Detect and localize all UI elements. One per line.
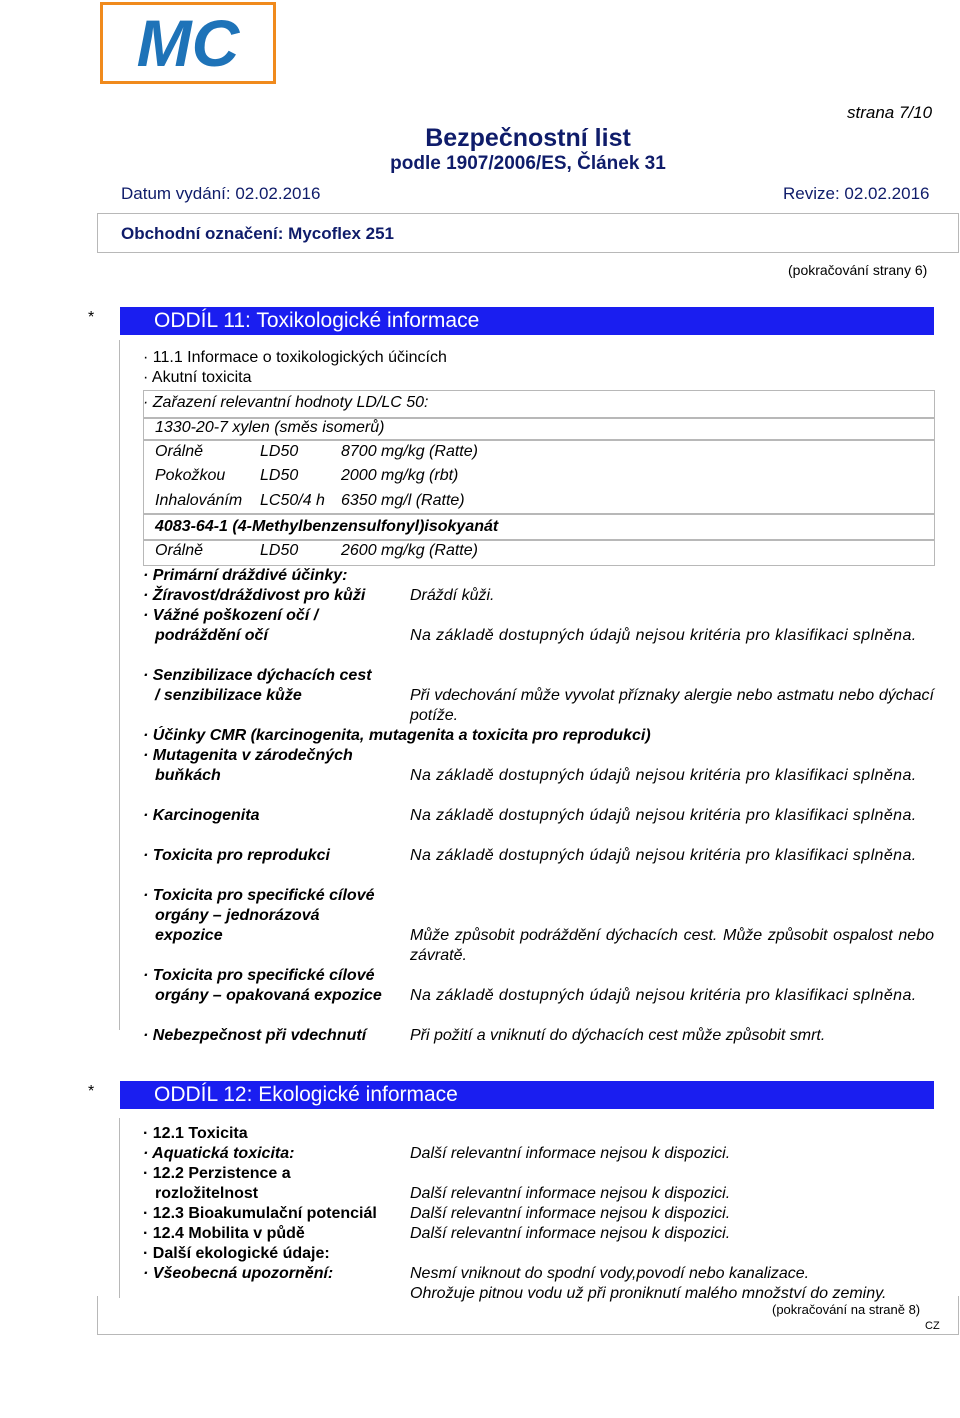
substance2-name: 4083-64-1 (4-Methylbenzensulfonyl)isokyanát — [155, 518, 499, 535]
mobility-label: · 12.4 Mobilita v půdě — [143, 1225, 305, 1242]
stot-se-label-2: orgány – jednorázová — [155, 907, 320, 924]
document-subtitle: podle 1907/2006/ES, Článek 31 — [390, 153, 666, 174]
aquatic-toxicity-label: · Aquatická toxicita: — [143, 1145, 295, 1162]
stot-re-label-2: orgány – opakovaná expozice — [155, 987, 382, 1004]
stot-se-label-3: expozice — [155, 927, 223, 944]
continued-from: (pokračování strany 6) — [788, 262, 928, 278]
document-title: Bezpečnostní list — [425, 124, 631, 152]
route-cell: Orálně — [155, 542, 204, 559]
acute-toxicity-label: · Akutní toxicita — [143, 369, 252, 386]
stot-re-label: · Toxicita pro specifické cílové — [143, 967, 375, 984]
route-cell: Orálně — [155, 443, 204, 460]
toxicity-label: · 12.1 Toxicita — [143, 1125, 248, 1142]
skin-corrosion-value: Dráždí kůži. — [410, 587, 495, 604]
mobility-value: Další relevantní informace nejsou k dispozici. — [410, 1225, 731, 1242]
value-cell: 6350 mg/l (Ratte) — [341, 492, 465, 509]
other-eco-label: · Další ekologické údaje: — [143, 1245, 330, 1262]
value-cell: 2600 mg/kg (Ratte) — [341, 542, 478, 559]
mutagenicity-label: · Mutagenita v zárodečných — [143, 747, 353, 764]
route-cell: Pokožkou — [155, 467, 226, 484]
company-logo — [100, 2, 276, 84]
revision-marker: * — [88, 309, 95, 326]
aquatic-toxicity-value: Další relevantní informace nejsou k dispozici. — [410, 1145, 731, 1162]
aspiration-value: Při požití a vniknutí do dýchacích cest může způsobit smrt. — [410, 1027, 826, 1044]
classification-label: · Zařazení relevantní hodnoty LD/LC 50: — [143, 394, 429, 411]
trade-name: Obchodní označení: Mycoflex 251 — [121, 224, 395, 243]
aspiration-label: · Nebezpečnost při vdechnutí — [143, 1027, 367, 1044]
sensitization-label-2: / senzibilizace kůže — [155, 687, 302, 704]
skin-corrosion-label: · Žíravost/dráždivost pro kůži — [143, 587, 366, 604]
carcinogenicity-value: Na základě dostupných údajů nejsou kritéria pro klasifikaci splněna. — [410, 807, 917, 824]
type-cell: LD50 — [260, 467, 299, 484]
reproduction-label: · Toxicita pro reprodukci — [143, 847, 330, 864]
stot-se-label: · Toxicita pro specifické cílové — [143, 887, 375, 904]
sensitization-value: Při vdechování může vyvolat příznaky alergie nebo astmatu nebo dýchací potíže. — [410, 687, 934, 724]
stot-se-value: Může způsobit podráždění dýchacích cest. Může způsobit ospalost nebo závratě. — [410, 927, 934, 964]
value-cell: 8700 mg/kg (Ratte) — [341, 443, 478, 460]
bioaccumulation-label: · 12.3 Bioakumulační potenciál — [143, 1205, 377, 1222]
continued-to: (pokračování na straně 8) — [772, 1302, 921, 1317]
revision-marker: * — [88, 1083, 95, 1100]
section-11-border — [119, 340, 120, 1030]
value-cell: 2000 mg/kg (rbt) — [341, 467, 459, 484]
reproduction-value: Na základě dostupných údajů nejsou kritéria pro klasifikaci splněna. — [410, 847, 917, 864]
general-notes-value-2: Ohrožuje pitnou vodu už při proniknutí malého množství do zeminy. — [410, 1285, 887, 1302]
eye-damage-label-2: podráždění očí — [155, 627, 268, 644]
sensitization-label: · Senzibilizace dýchacích cest — [143, 667, 372, 684]
section-11-header: ODDÍL 11: Toxikologické informace — [120, 307, 934, 335]
logo-text: MC — [136, 6, 240, 80]
bioaccumulation-value: Další relevantní informace nejsou k dispozici. — [410, 1205, 731, 1222]
persistence-label: · 12.2 Perzistence a — [143, 1165, 291, 1182]
page-number: strana 7/10 — [847, 103, 933, 122]
info-heading: · 11.1 Informace o toxikologických účincích — [143, 349, 447, 366]
type-cell: LC50/4 h — [260, 492, 325, 509]
type-cell: LD50 — [260, 542, 299, 559]
section-12-header: ODDÍL 12: Ekologické informace — [120, 1081, 934, 1109]
mutagenicity-value: Na základě dostupných údajů nejsou kritéria pro klasifikaci splněna. — [410, 767, 917, 784]
mutagenicity-label-2: buňkách — [155, 767, 221, 784]
revision-date: Revize: 02.02.2016 — [783, 184, 930, 203]
persistence-label-2: rozložitelnost — [155, 1185, 259, 1202]
type-cell: LD50 — [260, 443, 299, 460]
persistence-value: Další relevantní informace nejsou k dispozici. — [410, 1185, 731, 1202]
primary-effects-label: · Primární dráždivé účinky: — [143, 567, 348, 584]
route-cell: Inhalováním — [155, 492, 243, 509]
general-notes-value: Nesmí vniknout do spodní vody,povodí nebo kanalizace. — [410, 1265, 810, 1282]
cmr-label: · Účinky CMR (karcinogenita, mutagenita a toxicita pro reprodukci) — [143, 727, 651, 744]
section-12-border — [119, 1118, 120, 1298]
language-code: CZ — [925, 1320, 940, 1332]
substance1-name: 1330-20-7 xylen (směs isomerů) — [155, 419, 385, 436]
stot-re-value: Na základě dostupných údajů nejsou kritéria pro klasifikaci splněna. — [410, 987, 917, 1004]
eye-damage-value: Na základě dostupných údajů nejsou kritéria pro klasifikaci splněna. — [410, 627, 917, 644]
carcinogenicity-label: · Karcinogenita — [143, 807, 260, 824]
issue-date: Datum vydání: 02.02.2016 — [121, 184, 321, 203]
eye-damage-label: · Vážné poškození očí / — [143, 607, 319, 624]
general-notes-label: · Všeobecná upozornění: — [143, 1265, 334, 1282]
